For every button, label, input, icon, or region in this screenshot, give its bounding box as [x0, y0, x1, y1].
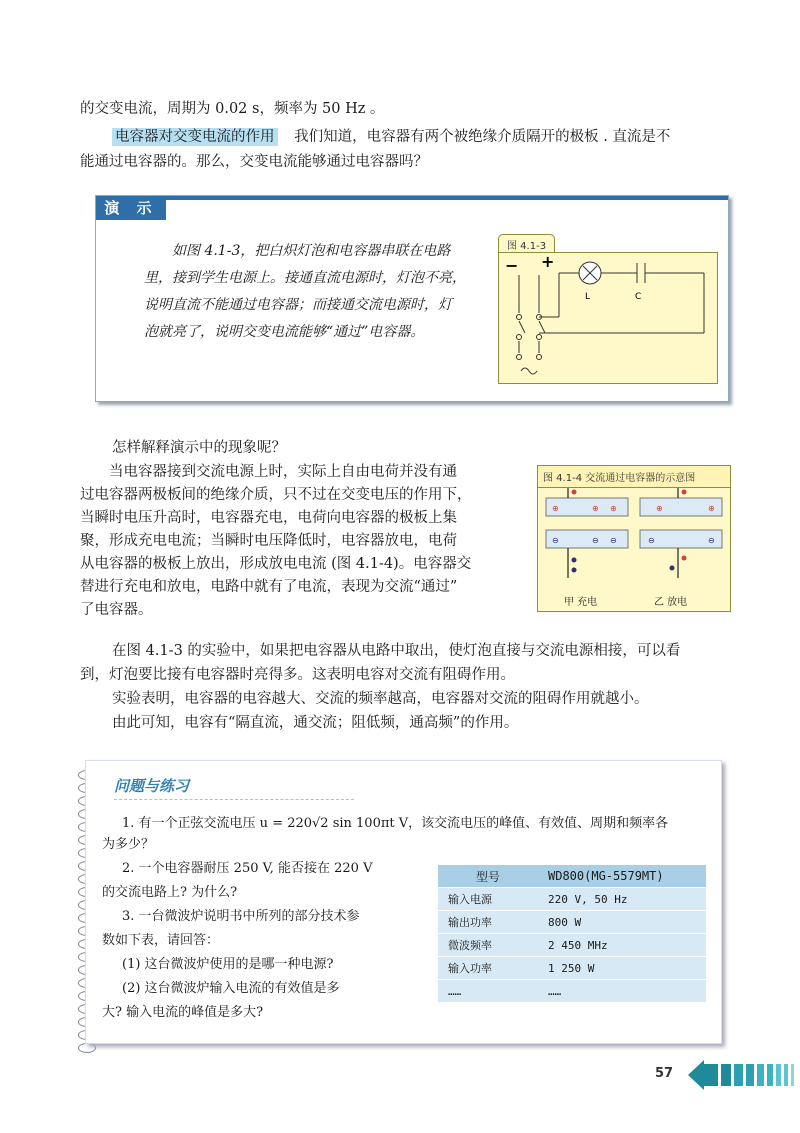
exercise-q1 — [102, 813, 712, 855]
para3-line-a: 在图 4.1-3 的实验中，如果把电容器从电路中取出，使灯泡直接与交流电源相接，可以看 — [112, 643, 681, 659]
demo-box — [95, 195, 729, 402]
table-row — [438, 980, 706, 1003]
fig414-label-b: 乙 放电 — [654, 597, 688, 608]
demo-bar — [96, 196, 728, 200]
demo-text — [144, 238, 504, 346]
exercise-box — [85, 760, 722, 1044]
svg-text:⊕: ⊕ — [610, 504, 617, 513]
fig413-panel — [498, 252, 718, 384]
section-paragraph — [112, 126, 752, 149]
spec-label: 输入电源 — [438, 888, 538, 911]
para1-line-a: 我们知道，电容器有两个被绝缘介质隔开的极板 . 直流是不 — [294, 129, 671, 145]
para2-line: 替进行充电和放电，电路中就有了电流，表现为交流“通过” — [80, 579, 458, 595]
spec-label: 输入功率 — [438, 957, 538, 980]
q3-line-b: 数如下表，请回答： — [102, 933, 220, 948]
spec-header-cell: WD800(MG-5579MT) — [538, 865, 706, 888]
q3-sub-2b: 大? 输入电流的峰值是多大? — [102, 1005, 264, 1020]
para4: 实验表明，电容器的电容越大、交流的频率越高，电容器对交流的阻碍作用就越小。 — [112, 691, 649, 707]
spec-label: …… — [438, 980, 538, 1003]
para2-line: 了电容器。 — [80, 602, 153, 618]
spec-table-header — [438, 865, 706, 888]
table-row — [438, 957, 706, 980]
svg-text:⊖: ⊖ — [708, 536, 715, 545]
spec-value: 800 W — [538, 911, 706, 934]
svg-text:⊕: ⊕ — [552, 504, 559, 513]
title-underline — [114, 799, 354, 800]
para5: 由此可知，电容有“隔直流，通交流；阻低频，通高频”的作用。 — [112, 715, 519, 731]
para2-line: 从电容器的极板上放出，形成放电电流 (图 4.1-4)。电容器交 — [80, 556, 472, 572]
spec-header-cell: 型号 — [438, 865, 538, 888]
intro-line: 的交变电流，周期为 0.02 s，频率为 50 Hz 。 — [80, 101, 385, 117]
plus-sign: + — [541, 253, 555, 271]
table-row — [438, 911, 706, 934]
spec-value: …… — [538, 980, 706, 1003]
switch-terminals — [517, 263, 705, 374]
para2 — [80, 461, 525, 622]
table-row — [438, 888, 706, 911]
lamp-label: L — [585, 292, 591, 302]
svg-text:⊕: ⊕ — [708, 504, 715, 513]
q1-line-b: 为多少？ — [102, 837, 155, 852]
demo-line: 如图 4.1-3，把白炽灯泡和电容器串联在电路 — [172, 243, 451, 259]
svg-text:⊕: ⊕ — [656, 504, 663, 513]
svg-text:⊖: ⊖ — [610, 536, 617, 545]
exercise-q2-q3 — [102, 857, 432, 1025]
capacitor-diagram — [538, 488, 730, 586]
page-tab-arrow-icon — [688, 1058, 800, 1092]
spec-value: 1 250 W — [538, 957, 706, 980]
spec-label: 输出功率 — [438, 911, 538, 934]
para3-line-b: 到，灯泡要比接有电容器时亮得多。这表明电容对交流有阻碍作用。 — [80, 667, 515, 683]
fig414-label-a: 甲 充电 — [564, 597, 598, 608]
spec-label: 微波频率 — [438, 934, 538, 957]
q1-line-a: 1. 有一个正弦交流电压 u = 220√2 sin 100πt V，该交流电压的峰值、有效值、周期和频率各 — [122, 816, 669, 831]
demo-line: 里，接到学生电源上。接通直流电源时，灯泡不亮， — [144, 270, 466, 286]
section-heading: 电容器对交变电流的作用 — [112, 128, 278, 146]
spec-table — [438, 865, 706, 1003]
lamp-icon — [579, 262, 601, 284]
fig414-panel — [537, 465, 731, 612]
svg-text:⊕: ⊕ — [592, 504, 599, 513]
para2-line: 过电容器两极板间的绝缘介质，只不过在交变电压的作用下， — [80, 487, 472, 503]
para2-line: 聚，形成充电电流；当瞬时电压降低时，电容器放电，电荷 — [80, 533, 457, 549]
circuit-diagram — [499, 253, 717, 383]
svg-text:⊖: ⊖ — [648, 536, 655, 545]
demo-tag: 演 示 — [96, 196, 166, 220]
capacitor-label: C — [635, 292, 642, 302]
demo-line: 说明直流不能通过电容器；而接通交流电源时，灯 — [144, 297, 452, 313]
question-line: 怎样解释演示中的现象呢？ — [112, 440, 286, 456]
fig414-title: 图 4.1-4 交流通过电容器的示意图 — [538, 466, 730, 488]
para1-line-b: 能通过电容器的。那么，交变电流能够通过电容器吗？ — [80, 154, 428, 170]
q3-sub-1: (1) 这台微波炉使用的是哪一种电源? — [122, 957, 334, 972]
q2-line-b: 的交流电路上? 为什么? — [102, 885, 238, 900]
minus-sign: − — [505, 256, 519, 275]
q2-line-a: 2. 一个电容器耐压 250 V, 能否接在 220 V — [122, 861, 373, 876]
page-number: 57 — [655, 1066, 674, 1081]
svg-text:⊖: ⊖ — [592, 536, 599, 545]
spec-value: 220 V, 50 Hz — [538, 888, 706, 911]
svg-text:⊖: ⊖ — [552, 536, 559, 545]
para2-line: 当电容器接到交流电源上时，实际上自由电荷并没有通 — [109, 464, 457, 480]
spec-value: 2 450 MHz — [538, 934, 706, 957]
q3-sub-2a: (2) 这台微波炉输入电流的有效值是多 — [122, 981, 340, 996]
para2-line: 当瞬时电压升高时，电容器充电，电荷向电容器的极板上集 — [80, 510, 457, 526]
exercise-title: 问题与练习 — [114, 777, 190, 795]
q3-line-a: 3. 一台微波炉说明书中所列的部分技术参 — [122, 909, 360, 924]
table-row — [438, 934, 706, 957]
fig413-label: 图 4.1-3 — [498, 234, 555, 254]
demo-line: 泡就亮了，说明交变电流能够“通过”电容器。 — [144, 324, 425, 340]
